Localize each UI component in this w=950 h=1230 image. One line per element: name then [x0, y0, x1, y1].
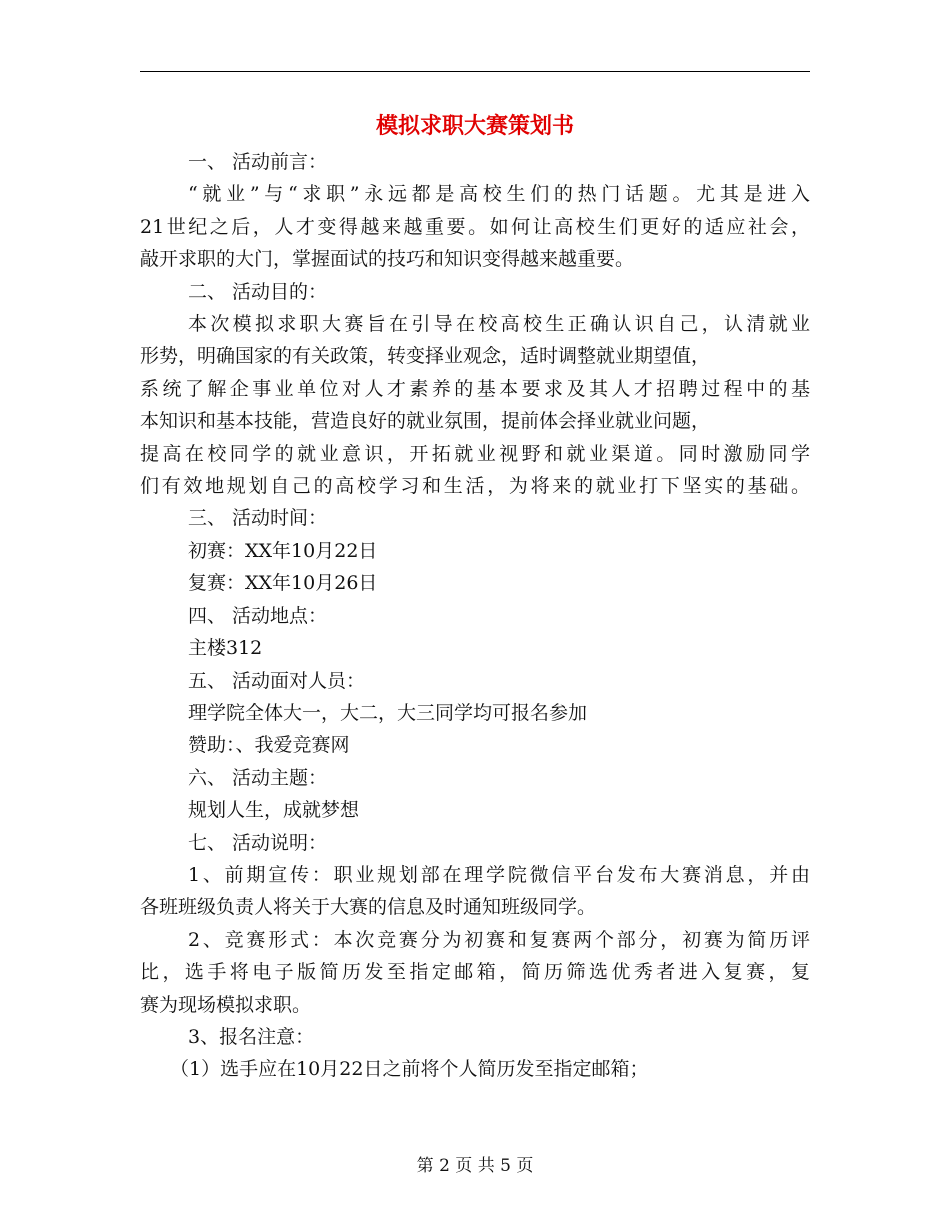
paragraph-line: 形势，明确国家的有关政策，转变择业观念，适时调整就业期望值，: [140, 345, 711, 368]
theme-value: 规划人生，成就梦想: [188, 799, 360, 822]
document-title: 模拟求职大赛策划书: [375, 113, 574, 139]
registration-item: （1）选手应在10月22日之前将个人简历发至指定邮箱；: [170, 1058, 649, 1081]
paragraph-line: 各班班级负责人将关于大赛的信息及时通知班级同学。: [140, 896, 597, 919]
location-value: 主楼312: [188, 637, 263, 660]
page-number-footer: 第 2 页 共 5 页: [416, 1156, 534, 1176]
section-heading-location: 四、 活动地点：: [188, 604, 328, 627]
document-body: [140, 146, 810, 1086]
paragraph-line: 赛为现场模拟求职。: [140, 993, 312, 1016]
paragraph-line: 本次模拟求职大赛旨在引导在校高校生正确认识自己，认清就业: [188, 313, 810, 336]
preliminary-date: 初赛：XX年10月22日: [188, 539, 378, 562]
paragraph-line: 敲开求职的大门，掌握面试的技巧和知识变得越来越重要。: [140, 248, 635, 271]
registration-heading: 3、报名注意：: [188, 1025, 315, 1048]
section-heading-description: 七、 活动说明：: [188, 831, 328, 854]
paragraph-line: 2、竞赛形式：本次竞赛分为初赛和复赛两个部分，初赛为简历评: [188, 928, 810, 951]
paragraph-line: 比，选手将电子版简历发至指定邮箱，简历筛选优秀者进入复赛，复: [140, 961, 810, 984]
audience-value: 理学院全体大一，大二，大三同学均可报名参加: [188, 701, 588, 724]
sponsor-line: 赞助：、我爱竞赛网: [188, 734, 350, 757]
paragraph-line: 1、前期宣传：职业规划部在理学院微信平台发布大赛消息，并由: [188, 863, 810, 886]
section-heading-time: 三、 活动时间：: [188, 507, 328, 530]
paragraph-line: 们有效地规划自己的高校学习和生活，为将来的就业打下坚实的基础。: [140, 475, 810, 498]
section-heading-theme: 六、 活动主题：: [188, 766, 328, 789]
section-heading-purpose: 二、 活动目的：: [188, 280, 328, 303]
final-date: 复赛：XX年10月26日: [188, 572, 378, 595]
section-heading-audience: 五、 活动面对人员：: [188, 669, 366, 692]
paragraph-line: 21世纪之后，人才变得越来越重要。如何让高校生们更好的适应社会，: [140, 215, 810, 238]
paragraph-line: “就业”与“求职”永远都是高校生们的热门话题。尤其是进入: [188, 183, 810, 206]
paragraph-line: 提高在校同学的就业意识，开拓就业视野和就业渠道。同时激励同学: [140, 442, 810, 465]
paragraph-line: 本知识和基本技能，营造良好的就业氛围，提前体会择业就业问题，: [140, 410, 711, 433]
header-rule: [140, 71, 810, 72]
paragraph-line: 系统了解企事业单位对人才素养的基本要求及其人才招聘过程中的基: [140, 377, 810, 400]
section-heading-preface: 一、 活动前言：: [188, 151, 328, 173]
